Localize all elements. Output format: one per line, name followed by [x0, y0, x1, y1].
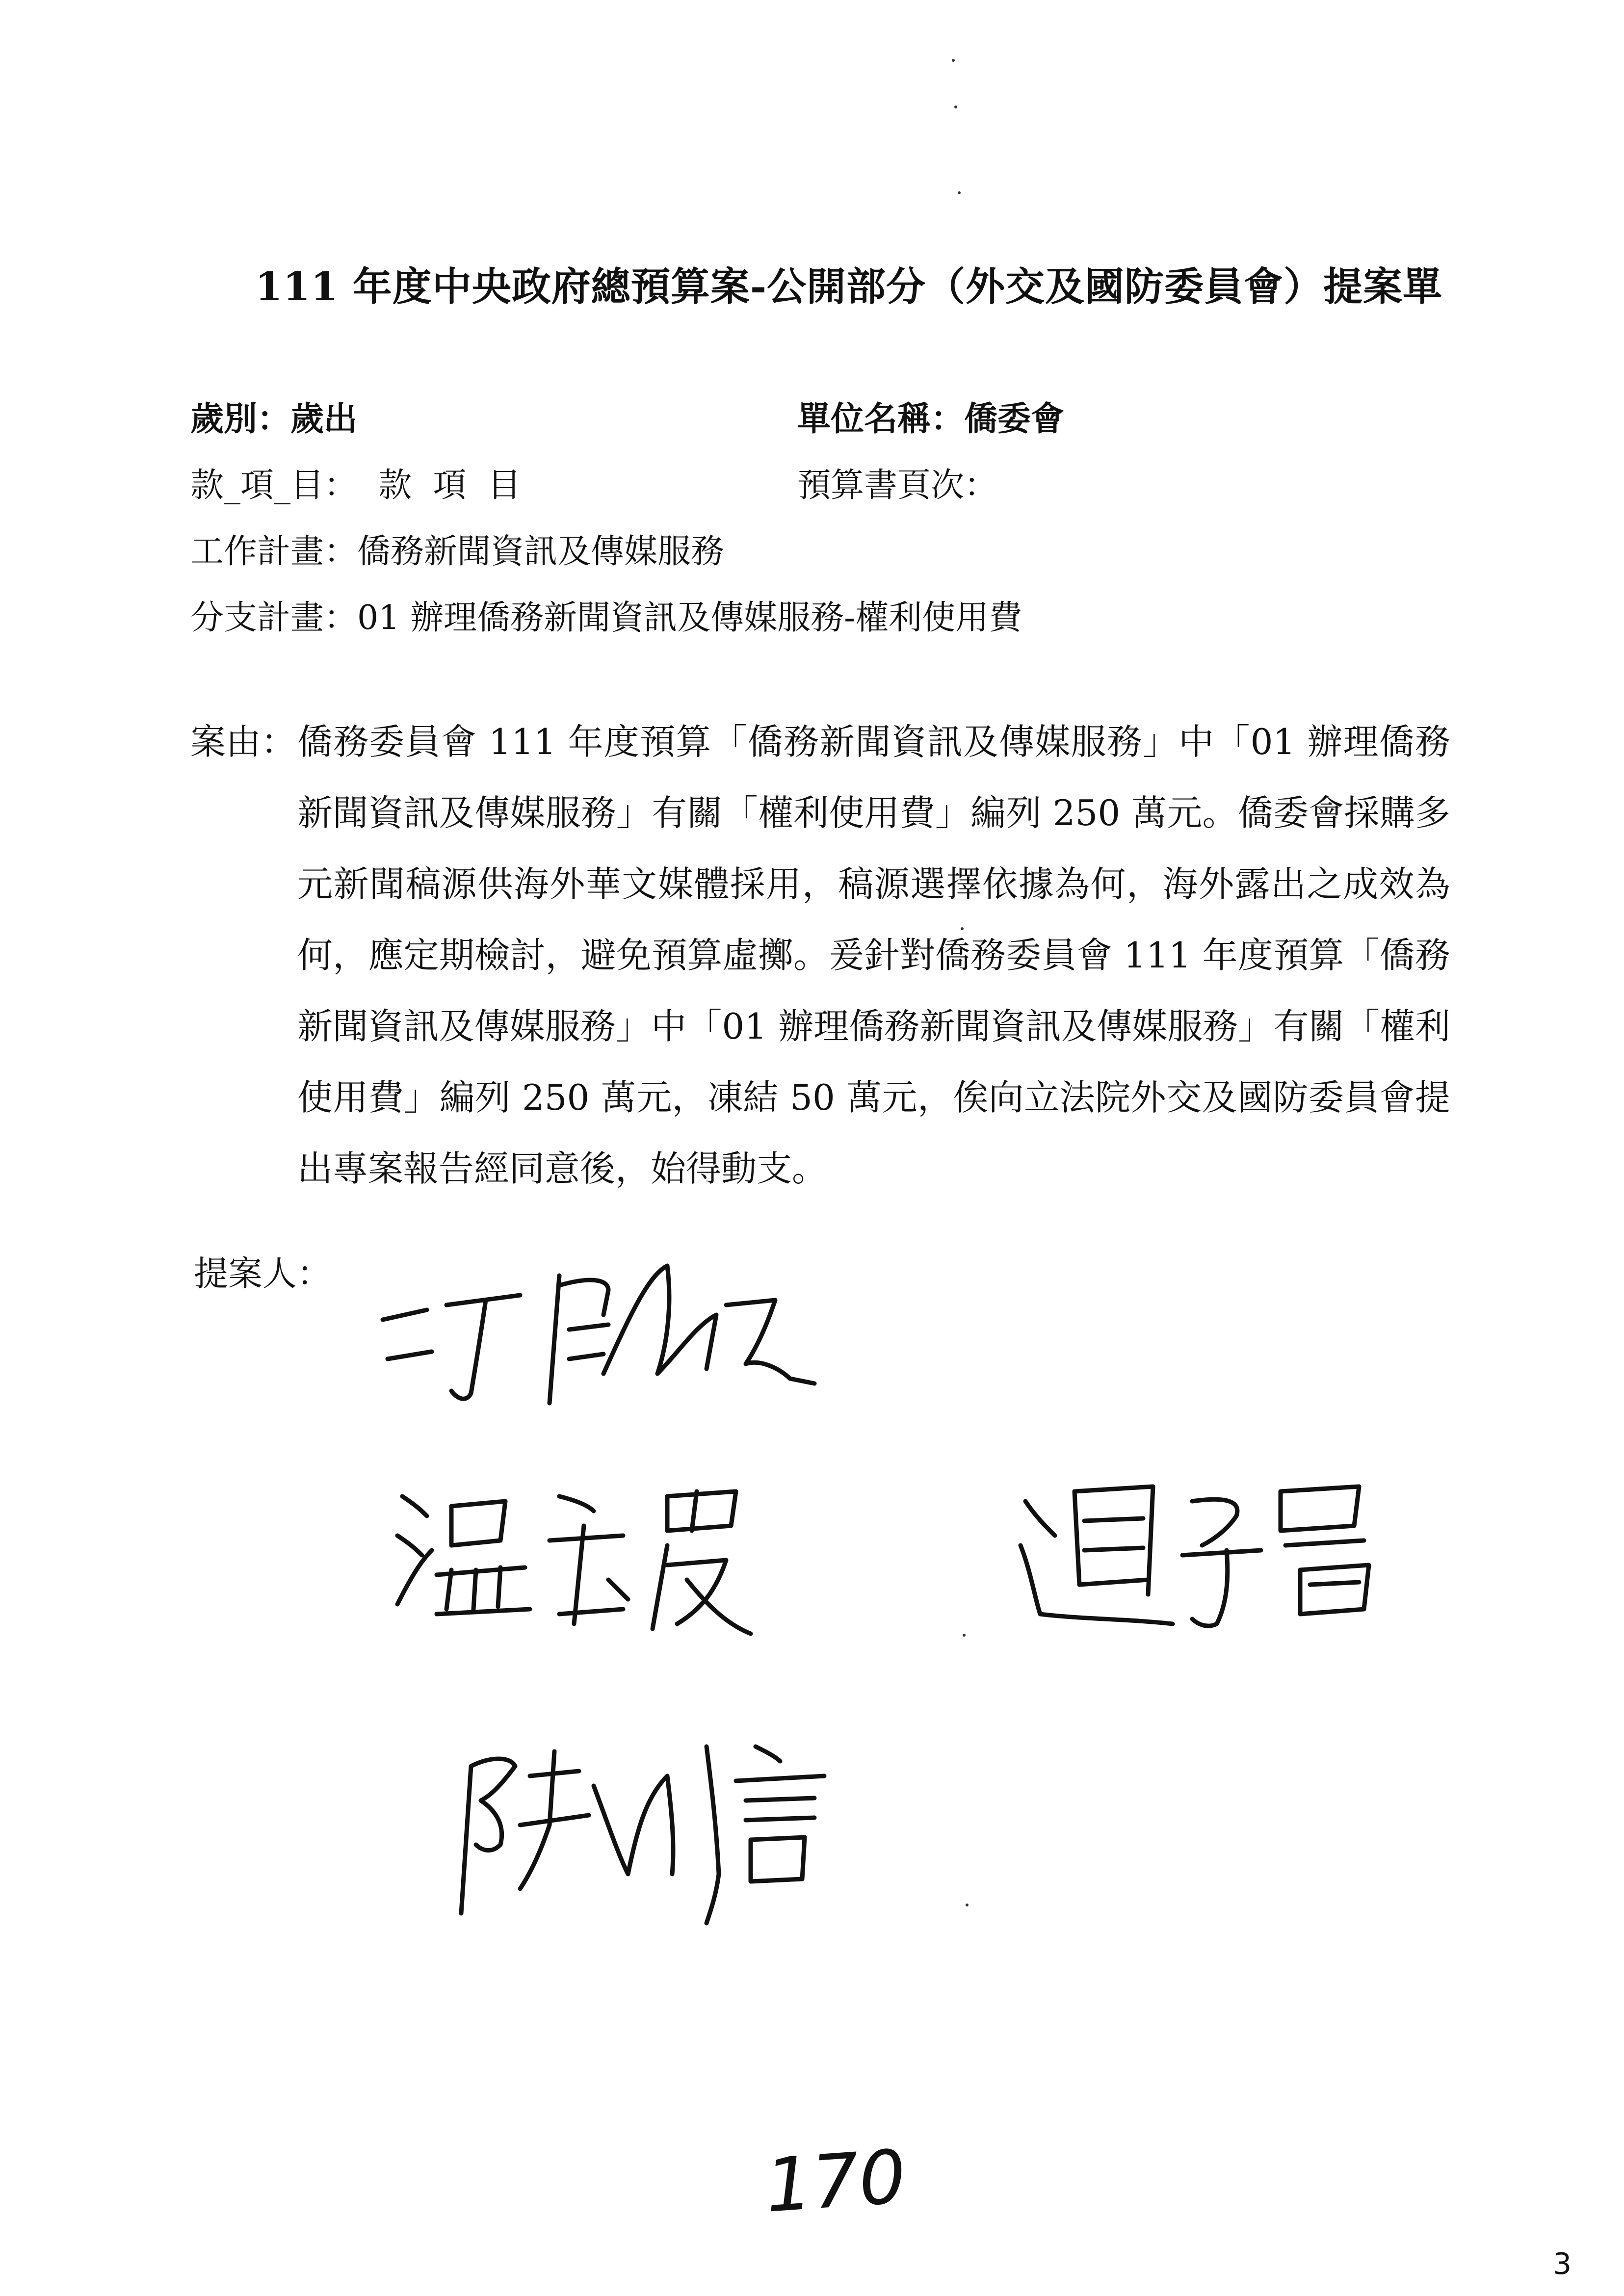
handwritten-page-number: 170 [762, 2134, 909, 2229]
signature-3 [1006, 1472, 1398, 1641]
signature-2 [393, 1467, 834, 1645]
proposer-label: 提案人： [194, 1253, 331, 1294]
scan-speck [961, 927, 964, 930]
signature-1 [373, 1246, 854, 1425]
work-plan-field: 工作計畫：僑務新聞資訊及傳媒服務 [190, 532, 725, 571]
proposal-text [297, 706, 1450, 1204]
item-field: 款_項_目： 款 項 目 [190, 466, 521, 505]
signature-4 [451, 1727, 942, 1935]
scan-speck [954, 105, 957, 108]
budget-page-field: 預算書頁次： [797, 466, 998, 505]
unit-field: 單位名稱：僑委會 [797, 399, 1065, 439]
document-title: 111 年度中央政府總預算案-公開部分（外交及國防委員會）提案單 [255, 263, 1443, 310]
category-field: 歲別：歲出 [190, 399, 358, 439]
proposal-body: 僑務委員會 111 年度預算「僑務新聞資訊及傳媒服務」中「01 辦理僑務新聞資訊及傳媒服務」有關「權利使用費」編列 250 萬元。僑委會採購多元新聞稿源供海外華文媒體採用，稿源選擇依據為何，海外露出之成效為何，應定期檢討，避免預算虛擲。爰針對僑務委員會 111 年度預算「僑務新聞資訊及傳媒服務」中「01 辦理僑務新聞資訊及傳媒服務」有關「權利使用費」編列 250 萬元，凍結 50 萬元，俟向立法院外交及國防委員會提出專案報告經同意後，始得動支。 [297, 721, 1450, 1189]
scan-speck [952, 59, 955, 62]
proposal-label: 案由： [190, 721, 297, 762]
scan-speck [963, 1634, 966, 1637]
sub-plan-field: 分支計畫：01 辦理僑務新聞資訊及傳媒服務-權利使用費 [190, 599, 1022, 637]
corner-page-number: 3 [1553, 2247, 1572, 2281]
scan-speck [958, 191, 961, 194]
scan-speck [966, 1904, 969, 1906]
